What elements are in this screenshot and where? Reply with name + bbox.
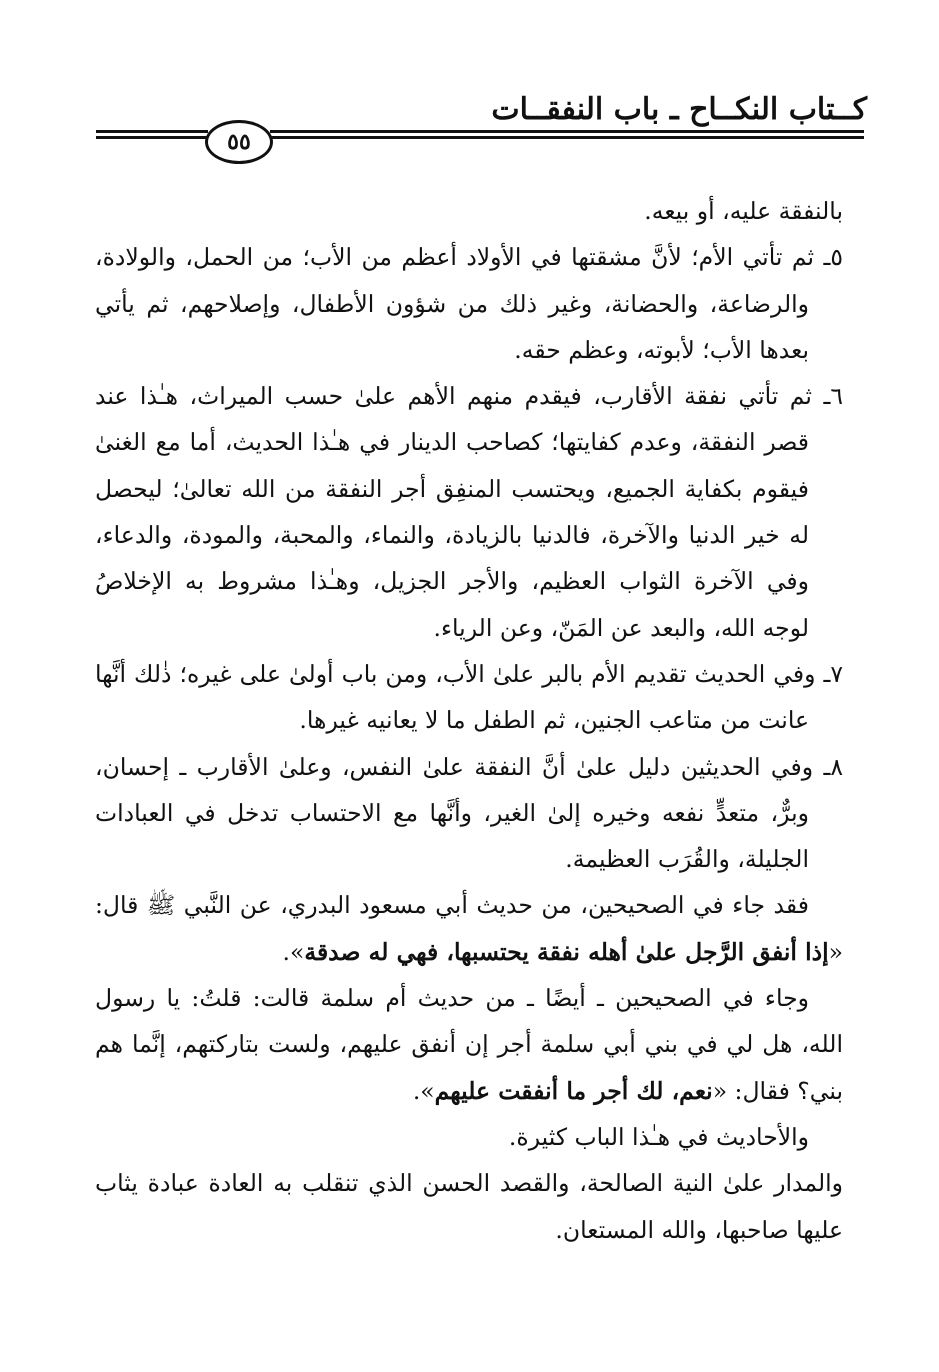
hadith-quote: نعم، لك أجر ما أنفقت عليهم bbox=[434, 1076, 713, 1105]
page-number: ٥٥ bbox=[227, 129, 251, 155]
header-rule-left-lower bbox=[96, 136, 208, 139]
hadith-paragraph-2 bbox=[95, 975, 843, 1114]
hadith-close: ». bbox=[412, 1076, 435, 1105]
paragraph-conclusion: والمدار علىٰ النية الصالحة، والقصد الحسن الذي تنقلب به العادة عبادة يثاب عليها صاحبها، والله المستعان. bbox=[95, 1169, 843, 1244]
numbered-item-7 bbox=[95, 651, 843, 744]
header-rule-left bbox=[96, 130, 208, 133]
running-header-title: كــتاب النكــاح ـ باب النفقــات bbox=[491, 92, 867, 127]
page-number-badge bbox=[205, 120, 273, 164]
numbered-item-6 bbox=[95, 373, 843, 651]
numbered-item-8 bbox=[95, 744, 843, 883]
hadith-paragraph-1 bbox=[95, 882, 843, 975]
item-text: ثم تأتي نفقة الأقارب، فيقدم منهم الأهم علىٰ حسب الميراث، هـٰذا عند قصر النفقة، وعدم كفايتها؛ كصاحب الدينار في هـٰذا الحديث، أما مع الغنىٰ فيقوم بكفاية الجميع، ويحتسب المنفِق أجر النفقة من الله تعالىٰ؛ ليحصل له خير الدنيا والآخرة، فالدنيا بالزيادة، والنماء، والمحبة، والمودة، والدعاء، وفي الآخرة الثواب العظيم، والأجر الجزيل، وهـٰذا مشروط به الإخلاصُ لوجه الله، والبعد عن المَنّ، وعن الرياء. bbox=[95, 382, 812, 642]
item-number: ٥ـ bbox=[823, 243, 843, 272]
item-number: ٨ـ bbox=[823, 752, 843, 781]
hadith-close: ». bbox=[282, 937, 305, 966]
body-text bbox=[95, 188, 843, 1253]
hadith-intro: فقد جاء في الصحيحين، من حديث أبي مسعود البدري، عن النَّبي ﷺ قال: « bbox=[95, 891, 843, 966]
paragraph-continuation: بالنفقة عليه، أو بيعه. bbox=[644, 197, 843, 225]
item-text: ثم تأتي الأم؛ لأنَّ مشقتها في الأولاد أعظم من الأب؛ من الحمل، والولادة، والرضاعة، والحضانة، وغير ذلك من شؤون الأطفال، وإصلاحهم، ثم يأتي بعدها الأب؛ لأبوته، وعظم حقه. bbox=[95, 243, 815, 364]
header-rule-right bbox=[270, 130, 864, 133]
hadith-intro: وجاء في الصحيحين ـ أيضًا ـ من حديث أم سلمة قالت: قلتُ: يا رسول الله، هل لي في بني أبي سلمة أجر إن أنفق عليهم، ولست بتاركتهم، إنَّما هم بني؟ فقال: « bbox=[95, 984, 843, 1105]
hadith-quote: إذا أنفق الرَّجل علىٰ أهله نفقة يحتسبها، فهي له صدقة bbox=[304, 937, 829, 966]
paragraph-ahadith: والأحاديث في هـٰذا الباب كثيرة. bbox=[508, 1122, 809, 1151]
header-rule-right-lower bbox=[270, 136, 864, 139]
numbered-item-5 bbox=[95, 234, 843, 373]
item-text: وفي الحديثين دليل علىٰ أنَّ النفقة علىٰ النفس، وعلىٰ الأقارب ـ إحسان، وبرٌّ، متعدٍّ نفعه وخيره إلىٰ الغير، وأنَّها مع الاحتساب تدخل في العبادات الجليلة، والقُرَب العظيمة. bbox=[95, 752, 814, 874]
item-text: وفي الحديث تقديم الأم بالبر علىٰ الأب، ومن باب أولىٰ على غيره؛ ذٰلك أنَّها عانت من متاعب الجنين، ثم الطفل ما لا يعانيه غيرها. bbox=[95, 659, 816, 735]
item-number: ٧ـ bbox=[823, 659, 843, 688]
item-number: ٦ـ bbox=[823, 382, 843, 411]
